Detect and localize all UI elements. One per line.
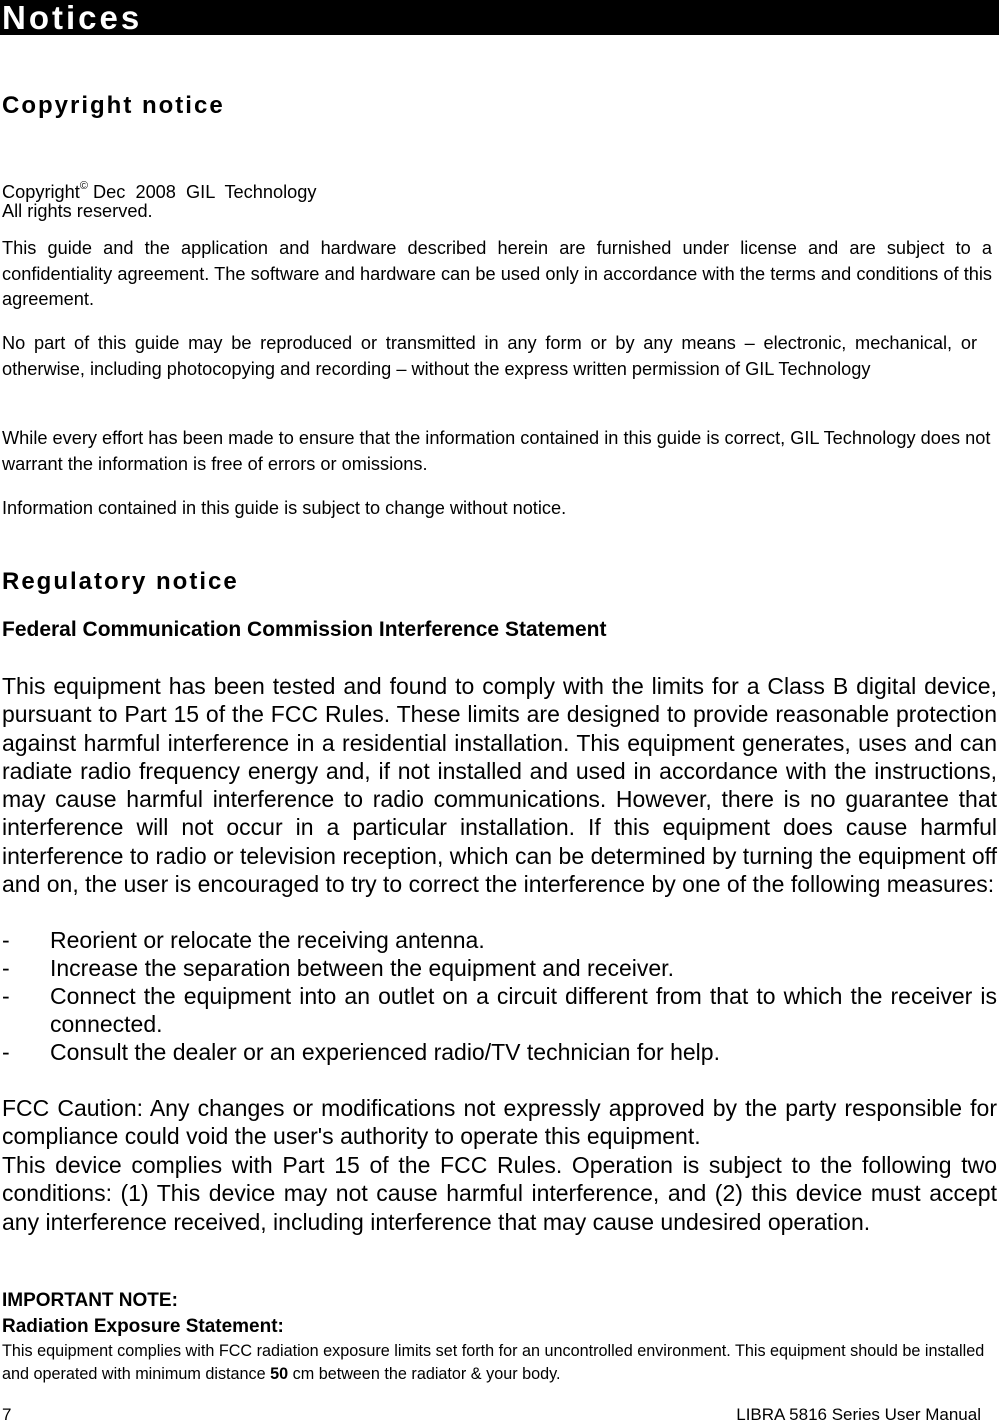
radiation-text-before: This equipment complies with FCC radiation exposure limits set forth for an uncontrolled environment. This equipment should be installed and operated with minimum distance <box>2 1342 985 1383</box>
list-dash: - <box>2 927 10 953</box>
measure-text: Increase the separation between the equipment and receiver. <box>50 955 674 981</box>
measure-text: Reorient or relocate the receiving antenna. <box>50 927 485 953</box>
list-dash: - <box>2 983 10 1009</box>
fcc-complies: This device complies with Part 15 of the FCC Rules. Operation is subject to the following two conditions: (1) This device may not cause harmful interference, and (2) this device must accept any interference received, including interference that may cause undesired operation. <box>2 1152 997 1235</box>
copyright-para-1: This guide and the application and hardware described herein are furnished under license and are subject to a confidentiality agreement. The software and hardware can be used only in accordance with the terms and conditions of this agreement. <box>2 238 992 309</box>
radiation-distance: 50 <box>270 1365 289 1383</box>
fcc-caution: FCC Caution: Any changes or modifications not expressly approved by the party responsible for compliance could void the user's authority to operate this equipment. <box>2 1095 997 1150</box>
copyright-para-2: No part of this guide may be reproduced or transmitted in any form or by any means – electronic, mechanical, or otherwise, including photocopying and recording – without the express written permission of GIL Technology <box>2 333 977 379</box>
copyright-rest: Dec 2008 GIL Technology <box>87 182 317 202</box>
rights-reserved: All rights reserved. <box>2 201 153 221</box>
measure-text: Connect the equipment into an outlet on a circuit different from that to which the receiver is connected. <box>50 983 997 1038</box>
list-dash: - <box>2 1039 10 1065</box>
regulatory-heading: Regulatory notice <box>2 568 239 595</box>
radiation-text-after: cm between the radiator & your body. <box>288 1365 561 1383</box>
page-title: Notices <box>0 0 999 35</box>
copyright-para-3: While every effort has been made to ensure that the information contained in this guide is correct, GIL Technology does not warrant the information is free of errors or omissions. <box>2 428 991 474</box>
fcc-statement-title: Federal Communication Commission Interference Statement <box>2 618 607 641</box>
copyright-para-4: Information contained in this guide is subject to change without notice. <box>2 498 567 518</box>
measure-text: Consult the dealer or an experienced radio/TV technician for help. <box>50 1039 720 1065</box>
manual-title: LIBRA 5816 Series User Manual <box>736 1405 981 1424</box>
important-note: IMPORTANT NOTE: <box>2 1290 178 1311</box>
page-number: 7 <box>2 1405 12 1424</box>
copyright-heading: Copyright notice <box>2 92 225 119</box>
copyright-prefix: Copyright <box>2 182 80 202</box>
copyright-symbol: © <box>79 180 88 192</box>
fcc-para-1: This equipment has been tested and found to comply with the limits for a Class B digital device, pursuant to Part 15 of the FCC Rules. These limits are designed to provide reasonable protection against harmful interference in a residential installation. This equipment generates, uses and can radiate radio frequency energy and, if not installed and used in accordance with the instructions, may cause harmful interference to radio communications. However, there is no guarantee that interference will not occur in a particular installation. If this equipment does cause harmful interference to radio or television reception, which can be determined by turning the equipment off and on, the user is encouraged to try to correct the interference by one of the following measures: <box>2 673 997 898</box>
list-dash: - <box>2 955 10 981</box>
radiation-title: Radiation Exposure Statement: <box>2 1316 284 1337</box>
radiation-text <box>2 1340 992 1386</box>
